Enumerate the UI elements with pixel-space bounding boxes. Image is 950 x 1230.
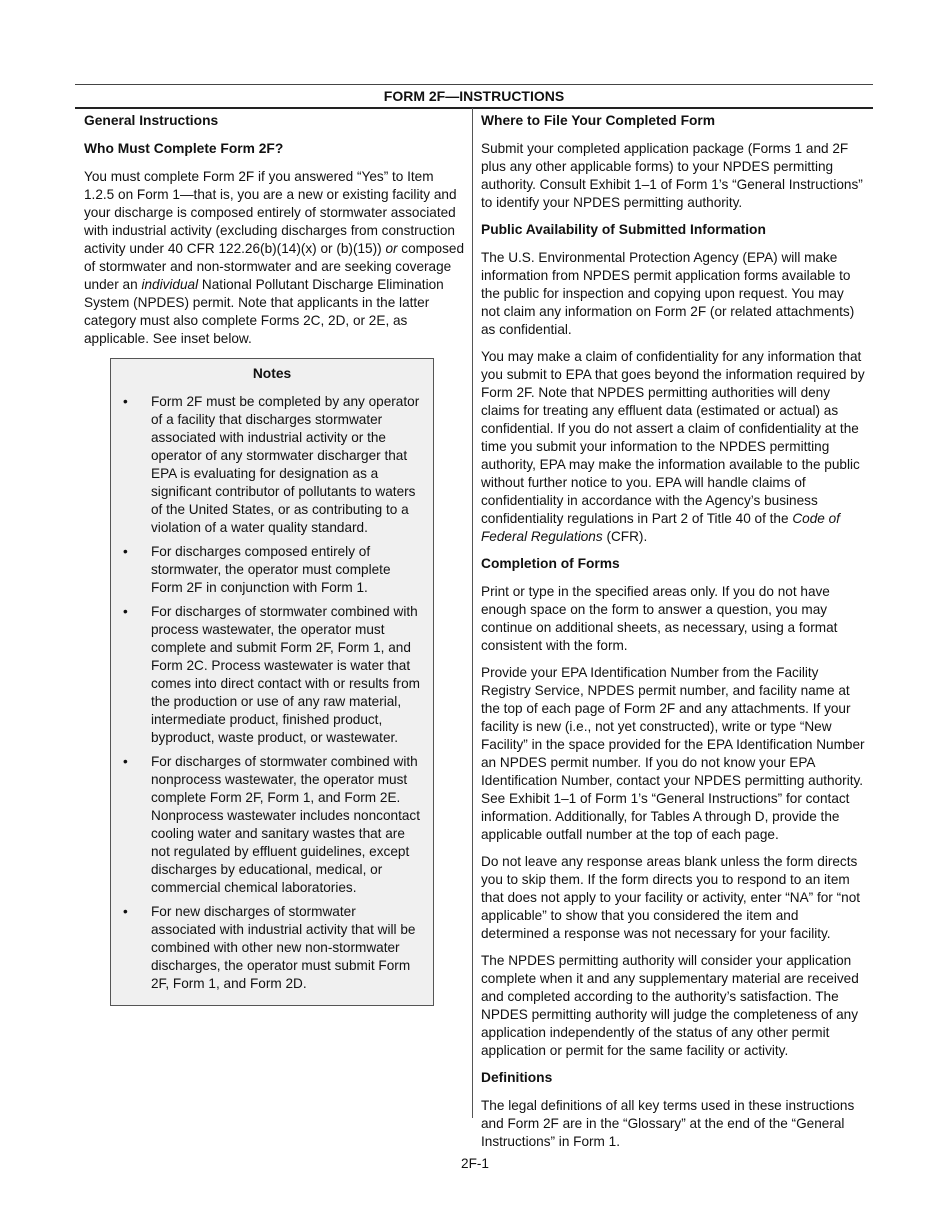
bullet-icon: • [123,394,128,409]
where-to-file-paragraph: Submit your completed application package (Forms 1 and 2F plus any other applicable forms) to your NPDES permitting authority. Consult Exhibit 1–1 of Form 1’s “General Instructions” to identify your NPDES permitting authority. [481,141,863,210]
note-item: • Form 2F must be completed by any operator of a facility that discharges stormwater associated with industrial activity or the operator of any stormwater discharger that EPA is evaluating for designation as a significant contributor of pollutants to waters of the United States, or as contributing to a violation of a water quality standard. [123,394,420,535]
left-column [84,112,466,1006]
bullet-icon: • [123,604,128,619]
completion-paragraph-2: Provide your EPA Identification Number from the Facility Registry Service, NPDES permit number, and facility name at the top of each page of Form 2F and any attachments. If your facility is new (i.e., not yet constructed), write or type “New Facility” in the space provided for the EPA Identification Number an NPDES permit number. If you do not know your EPA Identification Number, contact your NPDES permitting authority. See Exhibit 1–1 of Form 1’s “General Instructions” for contact information. Additionally, for Tables A through D, provide the applicable outfall number at the top of each page. [481,665,865,842]
who-must-complete-paragraph: You must complete Form 2F if you answered “Yes” to Item 1.2.5 on Form 1—that is, you are a new or existing facility and your discharge is composed entirely of stormwater associated with industrial activity (excluding discharges from construction activity under 40 CFR 122.26(b)(14)(x) or (b)(15)) or composed of stormwater and non-stormwater and are seeking coverage under an individual National Pollutant Discharge Elimination System (NPDES) permit. Note that applicants in the latter category must also complete Forms 2C, 2D, or 2E, as applicable. See inset below. [84,169,465,346]
page-number: 2F-1 [461,1156,489,1171]
completion-of-forms-heading: Completion of Forms [481,556,620,571]
who-must-complete-heading: Who Must Complete Form 2F? [84,141,284,156]
where-to-file-heading: Where to File Your Completed Form [481,113,716,128]
definitions-paragraph: The legal definitions of all key terms used in these instructions and Form 2F are in the “Glossary” at the end of the “General Instructions” in Form 1. [481,1098,855,1149]
general-instructions-heading: General Instructions [84,113,219,128]
completion-paragraph-1: Print or type in the specified areas only. If you do not have enough space on the form to answer a question, you may continue on additional sheets, as necessary, using a format consistent with the form. [481,584,838,653]
completion-paragraph-4: The NPDES permitting authority will consider your application complete when it and any supplementary material are received and completed according to the authority’s satisfaction. The NPDES permitting authority will judge the completeness of any application independently of the status of any other permit application or permit for the same facility or activity. [481,953,859,1058]
public-availability-paragraph-2: You may make a claim of confidentiality for any information that you submit to EPA that goes beyond the information required by Form 2F. Note that NPDES permitting authorities will deny claims for treating any effluent data (estimated or actual) as confidential. If you do not assert a claim of confidentiality at the time you submit your information to the NPDES permitting authority, EPA may make the information available to the public without further notice to you. EPA will handle claims of confidentiality in accordance with the Agency’s business confidentiality regulations in Part 2 of Title 40 of the Code of Federal Regulations (CFR). [481,349,865,544]
bullet-icon: • [123,904,128,919]
notes-title: Notes [252,366,292,381]
completion-paragraph-3: Do not leave any response areas blank unless the form directs you to skip them. If the form directs you to respond to an item that does not apply to your facility or activity, enter “NA” for “not applicable” to show that you considered the item and determined a response was not necessary for your facility. [481,854,861,941]
note-item: • For new discharges of stormwater associated with industrial activity that will be combined with other new non-stormwater discharges, the operator must submit Form 2F, Form 1, and Form 2D. [123,904,416,991]
note-item: • For discharges composed entirely of stormwater, the operator must complete Form 2F in conjunction with Form 1. [123,544,391,595]
note-item: • For discharges of stormwater combined with process wastewater, the operator must complete and submit Form 2F, Form 1, and Form 2C. Process wastewater is water that comes into direct contact with or results from the production or use of any raw material, intermediate product, finished product, byproduct, waste product, or wastewater. [123,604,420,745]
right-column [481,112,866,1160]
public-availability-heading: Public Availability of Submitted Information [481,222,766,237]
bullet-icon: • [123,544,128,559]
notes-list [111,393,423,993]
definitions-heading: Definitions [481,1070,553,1085]
bullet-icon: • [123,754,128,769]
note-item: • For discharges of stormwater combined with nonprocess wastewater, the operator must complete Form 2F, Form 1, and Form 2E. Nonprocess wastewater includes noncontact cooling water and sanitary wastes that are not regulated by effluent guidelines, except discharges by educational, medical, or commercial chemical laboratories. [123,754,421,895]
notes-box [110,358,434,1006]
column-divider [472,108,473,1118]
public-availability-paragraph-1: The U.S. Environmental Protection Agency (EPA) will make information from NPDES permit application forms available to the public for inspection and copying upon request. You may not claim any information on Form 2F (or related attachments) as confidential. [481,250,855,337]
page-title: FORM 2F—INSTRUCTIONS [75,84,873,109]
